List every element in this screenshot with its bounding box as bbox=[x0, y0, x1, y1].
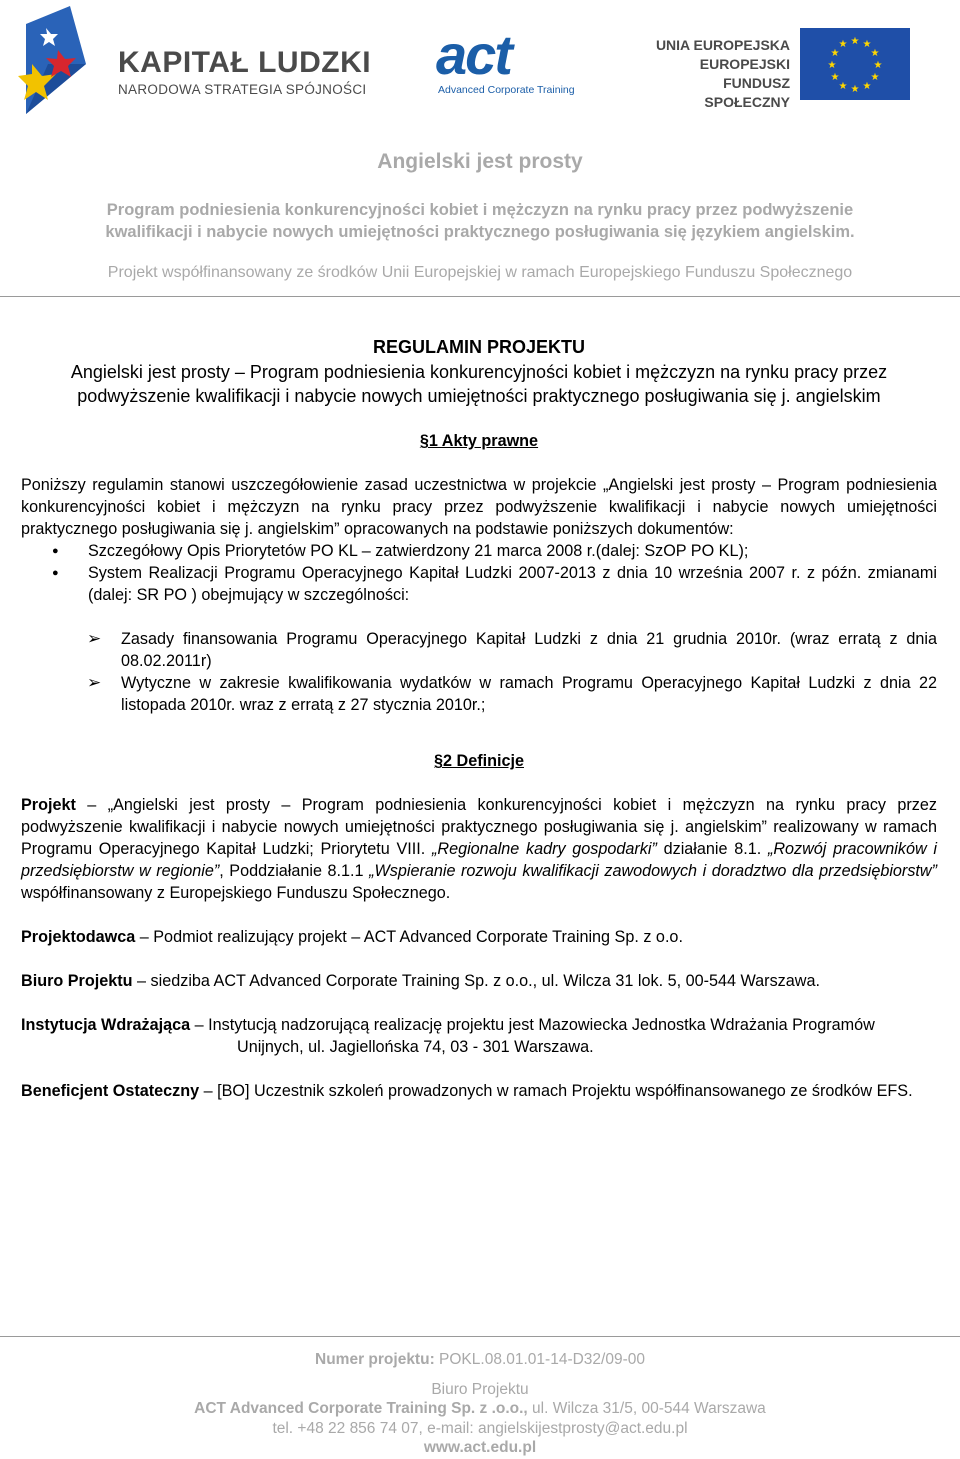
svg-text:★: ★ bbox=[830, 72, 840, 83]
eu-logo-line-3: FUNDUSZ SPOŁECZNY bbox=[704, 75, 790, 110]
bullet-item: ● System Realizacji Programu Operacyjnego Kapitał Ludzki 2007-2013 z dnia 10 września 2007 r. z późn. zmianami (dalej: SR PO ) obejmujący w szczególności: bbox=[21, 562, 937, 606]
eu-flag-icon bbox=[800, 28, 910, 100]
definition-instytucja-wdrazajaca bbox=[21, 1014, 937, 1058]
svg-text:★: ★ bbox=[838, 39, 848, 50]
document-subtitle: Angielski jest prosty – Program podniesienia konkurencyjności kobiet i mężczyzn na rynku pracy przez podwyższenie kwalifikacji i nabycie nowych umiejętności praktycznego posługiwania się j. angielskim bbox=[70, 362, 888, 406]
definition-projektodawca bbox=[21, 926, 937, 948]
footer-project-number-value: POKL.08.01.01-14-D32/09-00 bbox=[434, 1351, 645, 1368]
definition-text: współfinansowany z Europejskiego Funduszu Społecznego. bbox=[21, 884, 451, 902]
act-logo bbox=[436, 22, 576, 102]
eu-logo-line-2: EUROPEJSKI bbox=[699, 56, 790, 72]
svg-text:★: ★ bbox=[870, 72, 880, 83]
document-body bbox=[21, 336, 937, 1102]
definition-term: Biuro Projektu bbox=[21, 972, 133, 990]
act-logo-word: act bbox=[436, 23, 511, 86]
kapital-ludzki-subtitle: NARODOWA STRATEGIA SPÓJNOŚCI bbox=[118, 82, 367, 97]
definition-beneficjent-ostateczny bbox=[21, 1080, 937, 1102]
header-divider bbox=[0, 296, 960, 297]
section-1-intro: Poniższy regulamin stanowi uszczegółowienie zasad uczestnictwa w projekcie „Angielski jest prosty – Program podniesienia konkurencyjności kobiet i mężczyzn na rynku pracy przez podwyższenie kwalifikacji i nabycie nowych umiejętności praktycznego posługiwania się j. angielskim” opracowanych na podstawie poniższych dokumentów: bbox=[21, 476, 937, 538]
arrow-item bbox=[21, 628, 937, 672]
definition-text: – „Angielski jest prosty – Program podniesienia konkurencyjności kobiet i mężczyzn na rynku pracy przez podwyższenie kwalifikacji i nabycie nowych umiejętności praktycznego posługiwania się j. angielskim” realizowany w ramach Programu Operacyjnego Kapitał Ludzki; Priorytetu VIII. bbox=[21, 796, 937, 858]
kapital-ludzki-title: KAPITAŁ LUDZKI bbox=[118, 46, 372, 79]
svg-text:★: ★ bbox=[862, 39, 872, 50]
footer-website-text[interactable]: www.act.edu.pl bbox=[423, 1439, 537, 1456]
definition-text: , Poddziałanie 8.1.1 bbox=[219, 862, 370, 880]
definition-text: – Instytucją nadzorującą realizację projektu jest Mazowiecka Jednostka Wdrażania Programów Unijnych, ul. Jagiellońska 74, 03 - 301 Warszawa. bbox=[190, 1016, 875, 1056]
svg-text:★: ★ bbox=[862, 81, 872, 92]
arrow-bullet-icon: ➢ bbox=[87, 629, 102, 648]
section-1-bullets bbox=[21, 540, 937, 606]
svg-text:★: ★ bbox=[850, 84, 860, 95]
act-logo-subtitle: Advanced Corporate Training bbox=[438, 84, 575, 96]
footer-project-number bbox=[0, 1350, 960, 1370]
footer-office: Biuro Projektu bbox=[431, 1380, 529, 1398]
footer-divider bbox=[0, 1336, 960, 1337]
section-1-title-text: §1 Akty prawne bbox=[419, 432, 539, 450]
section-1-title bbox=[21, 430, 937, 452]
svg-text:★: ★ bbox=[827, 60, 837, 71]
svg-text:★: ★ bbox=[830, 48, 840, 59]
definition-term: Beneficjent Ostateczny bbox=[21, 1082, 200, 1100]
eu-logo-text bbox=[640, 36, 790, 112]
logo-bar bbox=[0, 0, 960, 130]
header-program bbox=[30, 199, 930, 243]
footer bbox=[0, 1350, 960, 1458]
footer-address: ul. Wilcza 31/5, 00-544 Warszawa bbox=[527, 1400, 766, 1417]
header-cofinancing: Projekt współfinansowany ze środków Unii Europejskiej w ramach Europejskiego Funduszu Społecznego bbox=[107, 264, 853, 281]
bullet-item: ● Szczegółowy Opis Priorytetów PO KL – zatwierdzony 21 marca 2008 r.(dalej: SzOP PO KL); bbox=[21, 540, 937, 562]
arrow-item bbox=[21, 672, 937, 716]
definition-text: – [BO] Uczestnik szkoleń prowadzonych w ramach Projektu współfinansowanego ze środków EFS. bbox=[199, 1082, 913, 1100]
footer-website bbox=[0, 1438, 960, 1458]
definition-projekt bbox=[21, 794, 937, 904]
section-1-arrow-list bbox=[21, 628, 937, 716]
header-program-line-1: Program podniesienia konkurencyjności kobiet i mężczyzn na rynku pracy przez podwyższenie bbox=[106, 201, 854, 219]
definition-term: Projektodawca bbox=[21, 928, 136, 946]
definition-italic: „Rozwój pracowników i przedsiębiorstw w regionie” bbox=[21, 840, 937, 880]
definition-italic: „Regionalne kadry gospodarki” bbox=[432, 840, 657, 858]
definition-text: – siedziba ACT Advanced Corporate Training Sp. z o.o., ul. Wilcza 31 lok. 5, 00-544 Warszawa. bbox=[132, 972, 820, 990]
footer-company-line bbox=[0, 1399, 960, 1419]
header-title: Angielski jest prosty bbox=[377, 150, 583, 173]
kapital-ludzki-logo bbox=[18, 4, 378, 122]
eu-logo-line-1: UNIA EUROPEJSKA bbox=[655, 37, 790, 53]
definition-biuro-projektu bbox=[21, 970, 937, 992]
svg-text:★: ★ bbox=[873, 60, 883, 71]
arrow-item-text: Zasady finansowania Programu Operacyjnego Kapitał Ludzki z dnia 21 grudnia 2010r. (wraz erratą z dnia 08.02.2011r) bbox=[121, 630, 937, 670]
footer-contact: tel. +48 22 856 74 07, e-mail: angielskijestprosty@act.edu.pl bbox=[272, 1419, 688, 1437]
definition-text: – Podmiot realizujący projekt – ACT Advanced Corporate Training Sp. z o.o. bbox=[135, 928, 683, 946]
definition-italic: „Wspieranie rozwoju kwalifikacji zawodowych i doradztwo dla przedsiębiorstw” bbox=[369, 862, 937, 880]
footer-company: ACT Advanced Corporate Training Sp. z .o.o., bbox=[194, 1400, 528, 1417]
section-2-title-text: §2 Definicje bbox=[434, 752, 524, 770]
header-program-line-2: kwalifikacji i nabycie nowych umiejętności praktycznego posługiwania się językiem angielskim. bbox=[105, 223, 855, 241]
footer-project-number-label: Numer projektu: bbox=[315, 1351, 435, 1368]
svg-text:★: ★ bbox=[850, 36, 860, 47]
arrow-bullet-icon: ➢ bbox=[87, 673, 102, 692]
definition-term: Instytucja Wdrażająca bbox=[21, 1016, 191, 1034]
kapital-ludzki-emblem-icon bbox=[18, 4, 98, 122]
svg-text:★: ★ bbox=[870, 48, 880, 59]
definition-text: działanie 8.1. bbox=[656, 840, 768, 858]
document-title: REGULAMIN PROJEKTU bbox=[372, 337, 585, 357]
svg-text:★: ★ bbox=[838, 81, 848, 92]
arrow-item-text: Wytyczne w zakresie kwalifikowania wydatków w ramach Programu Operacyjnego Kapitał Ludzki z dnia 22 listopada 2010r. wraz z erratą z 27 stycznia 2010r.; bbox=[121, 674, 937, 714]
definition-term: Projekt bbox=[21, 796, 76, 814]
section-2-title bbox=[21, 750, 937, 772]
